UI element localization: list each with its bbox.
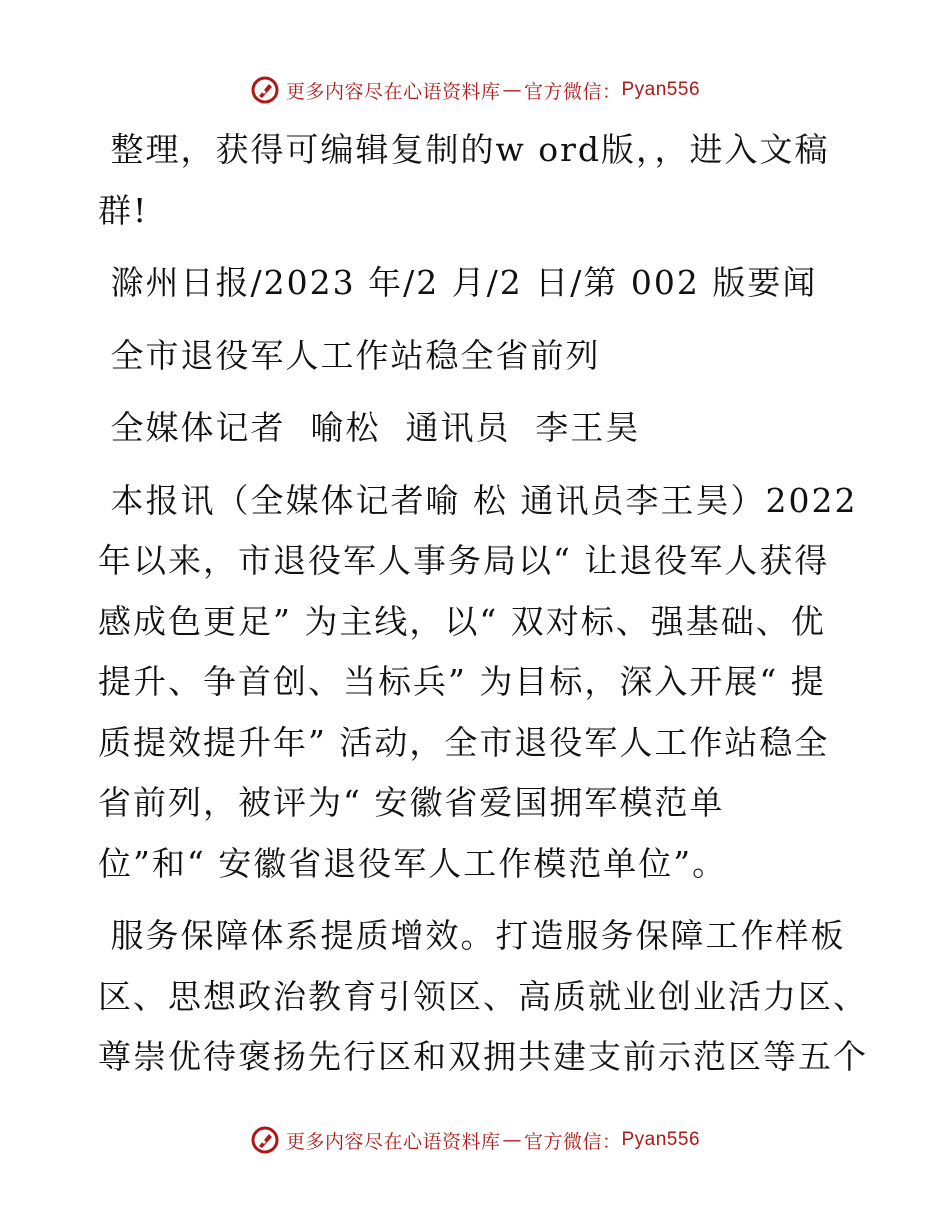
pen-nib-circle-icon	[250, 1125, 280, 1155]
text-line: 感成色更足” 为主线，以“ 双对标、强基础、优	[98, 601, 826, 641]
banner-separator: —	[502, 1129, 522, 1151]
pen-nib-circle-icon	[250, 75, 280, 105]
text-line: 群!	[98, 190, 149, 230]
text-line: 整理，获得可编辑复制的w ord版，，进入文稿	[98, 130, 830, 169]
text-line: 全媒体记者 喻松 通讯员 李王昊	[98, 408, 641, 447]
banner-separator: —	[502, 79, 522, 101]
text-line: 本报讯（全媒体记者喻 松 通讯员李王昊）2022	[98, 480, 858, 520]
article-byline	[98, 398, 858, 459]
text-line: 尊崇优待褒扬先行区和双拥共建支前示范区等五个	[98, 1037, 868, 1076]
text-line: 滁州日报/2023 年/2 月/2 日/第 002 版要闻	[98, 263, 818, 302]
text-line: 年以来，市退役军人事务局以“ 让退役军人获得	[98, 541, 830, 580]
header-watermark-banner	[0, 70, 950, 110]
banner-account: Pyan556	[621, 1129, 701, 1150]
document-body	[98, 120, 868, 1088]
banner-account: Pyan556	[621, 79, 701, 100]
text-line: 位”和“ 安徽省退役军人工作模范单位”。	[98, 843, 728, 883]
article-headline	[98, 326, 858, 387]
text-line: 全市退役军人工作站稳全省前列	[98, 335, 601, 375]
text-line: 服务保障体系提质增效。打造服务保障工作样板	[98, 916, 846, 955]
paragraph-intro	[98, 120, 858, 241]
banner-brand-text: 更多内容尽在心语资料库	[285, 1130, 501, 1153]
text-line: 区、思想政治教育引领区、高质就业创业活力区、	[98, 976, 868, 1016]
text-line: 质提效提升年” 活动，全市退役军人工作站稳全	[98, 722, 830, 762]
text-line: 提升、争首创、当标兵” 为目标，深入开展“ 提	[98, 662, 826, 701]
text-line: 省前列，被评为“ 安徽省爱国拥军模范单	[98, 783, 725, 822]
banner-brand-text: 更多内容尽在心语资料库	[285, 80, 501, 103]
paragraph-lead	[98, 471, 858, 895]
paragraph-source	[98, 253, 858, 314]
banner-official-label: 官方微信：	[523, 1130, 622, 1153]
paragraph-service	[98, 906, 868, 1088]
banner-official-label: 官方微信：	[523, 80, 622, 103]
footer-watermark-banner	[0, 1120, 950, 1160]
